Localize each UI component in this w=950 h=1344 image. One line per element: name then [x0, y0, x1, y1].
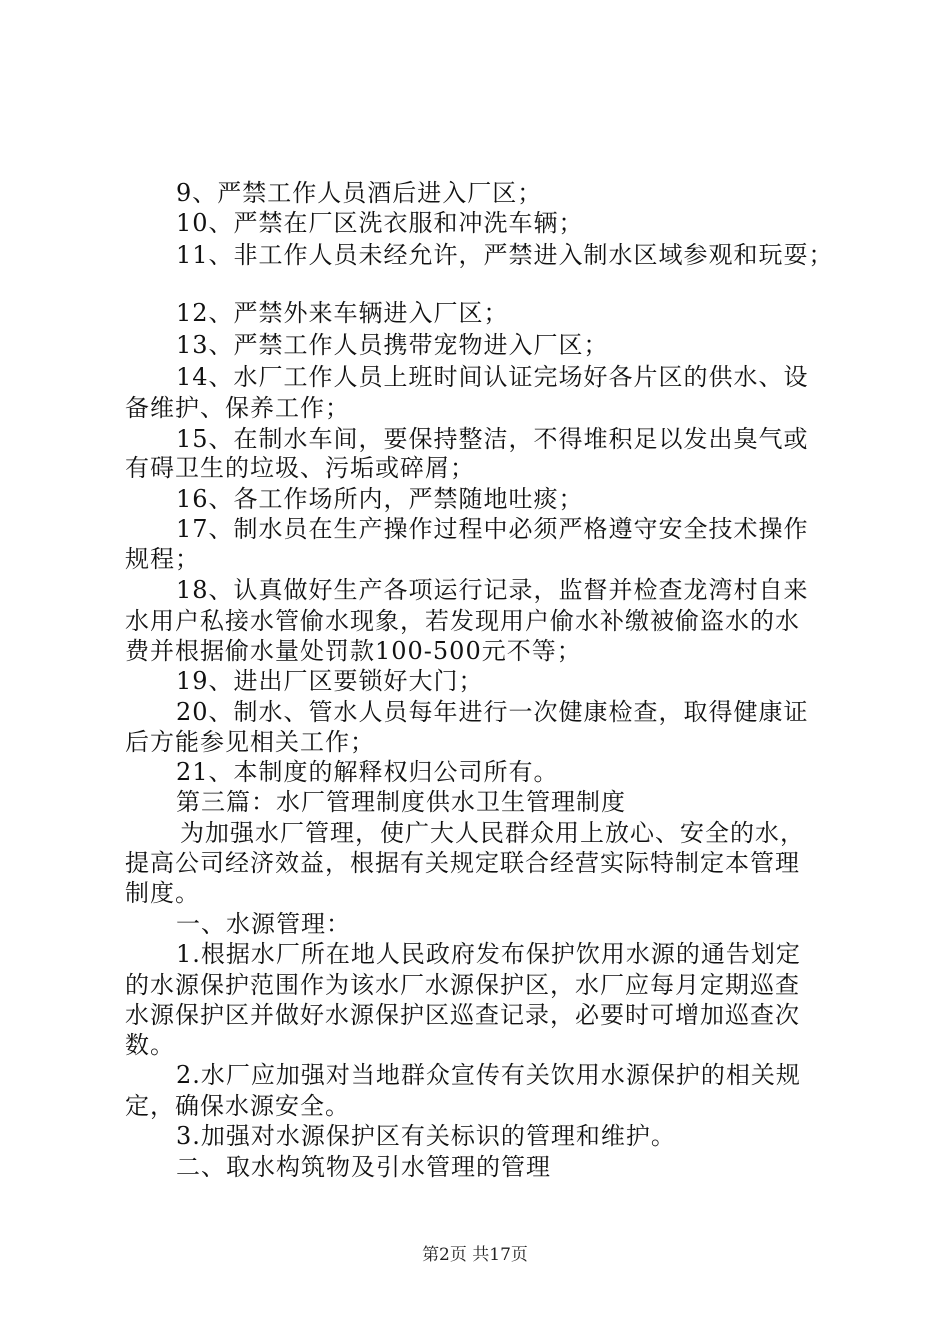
text-line: 的水源保护范围作为该水厂水源保护区，水厂应每月定期巡查 [125, 971, 800, 999]
text-line: 定，确保水源安全。 [125, 1092, 350, 1120]
text-line: 后方能参见相关工作； [125, 728, 375, 756]
text-line: 3.加强对水源保护区有关标识的管理和维护。 [176, 1122, 676, 1150]
text-line: 12、严禁外来车辆进入厂区； [176, 299, 509, 327]
text-line: 17、制水员在生产操作过程中必须严格遵守安全技术操作 [176, 515, 809, 543]
text-line: 水源保护区并做好水源保护区巡查记录，必要时可增加巡查次 [125, 1001, 800, 1029]
text-line: 11、非工作人员未经允许，严禁进入制水区域参观和玩耍； [176, 241, 834, 269]
text-line: 10、严禁在厂区洗衣服和冲洗车辆； [176, 209, 584, 237]
text-line: 2.水厂应加强对当地群众宣传有关饮用水源保护的相关规 [176, 1061, 801, 1089]
text-line: 费并根据偷水量处罚款100-500元不等； [125, 637, 582, 665]
subsection-heading: 一、水源管理： [176, 910, 351, 938]
text-line: 规程； [125, 545, 200, 573]
text-line: 备维护、保养工作； [125, 394, 350, 422]
text-line: 数。 [125, 1031, 175, 1059]
text-line: 为加强水厂管理，使广大人民群众用上放心、安全的水， [180, 819, 805, 847]
text-line: 制度。 [125, 879, 200, 907]
text-line: 14、水厂工作人员上班时间认证完场好各片区的供水、设 [176, 363, 809, 391]
text-line: 1.根据水厂所在地人民政府发布保护饮用水源的通告划定 [176, 940, 801, 968]
text-line: 20、制水、管水人员每年进行一次健康检查，取得健康证 [176, 698, 809, 726]
section-heading: 第三篇：水厂管理制度供水卫生管理制度 [176, 788, 626, 816]
page-footer: 第2页 共17页 [422, 1245, 528, 1265]
text-line: 21、本制度的解释权归公司所有。 [176, 758, 559, 786]
text-line: 9、严禁工作人员酒后进入厂区； [176, 179, 543, 207]
text-line: 19、进出厂区要锁好大门； [176, 667, 484, 695]
text-line: 15、在制水车间，要保持整洁，不得堆积足以发出臭气或 [176, 425, 809, 453]
text-line: 水用户私接水管偷水现象，若发现用户偷水补缴被偷盗水的水 [125, 607, 800, 635]
text-line: 有碍卫生的垃圾、污垢或碎屑； [125, 454, 475, 482]
text-line: 18、认真做好生产各项运行记录，监督并检查龙湾村自来 [176, 576, 809, 604]
text-line: 提高公司经济效益，根据有关规定联合经营实际特制定本管理 [125, 849, 800, 877]
text-line: 16、各工作场所内，严禁随地吐痰； [176, 485, 584, 513]
subsection-heading: 二、取水构筑物及引水管理的管理 [176, 1153, 551, 1181]
text-line: 13、严禁工作人员携带宠物进入厂区； [176, 331, 609, 359]
